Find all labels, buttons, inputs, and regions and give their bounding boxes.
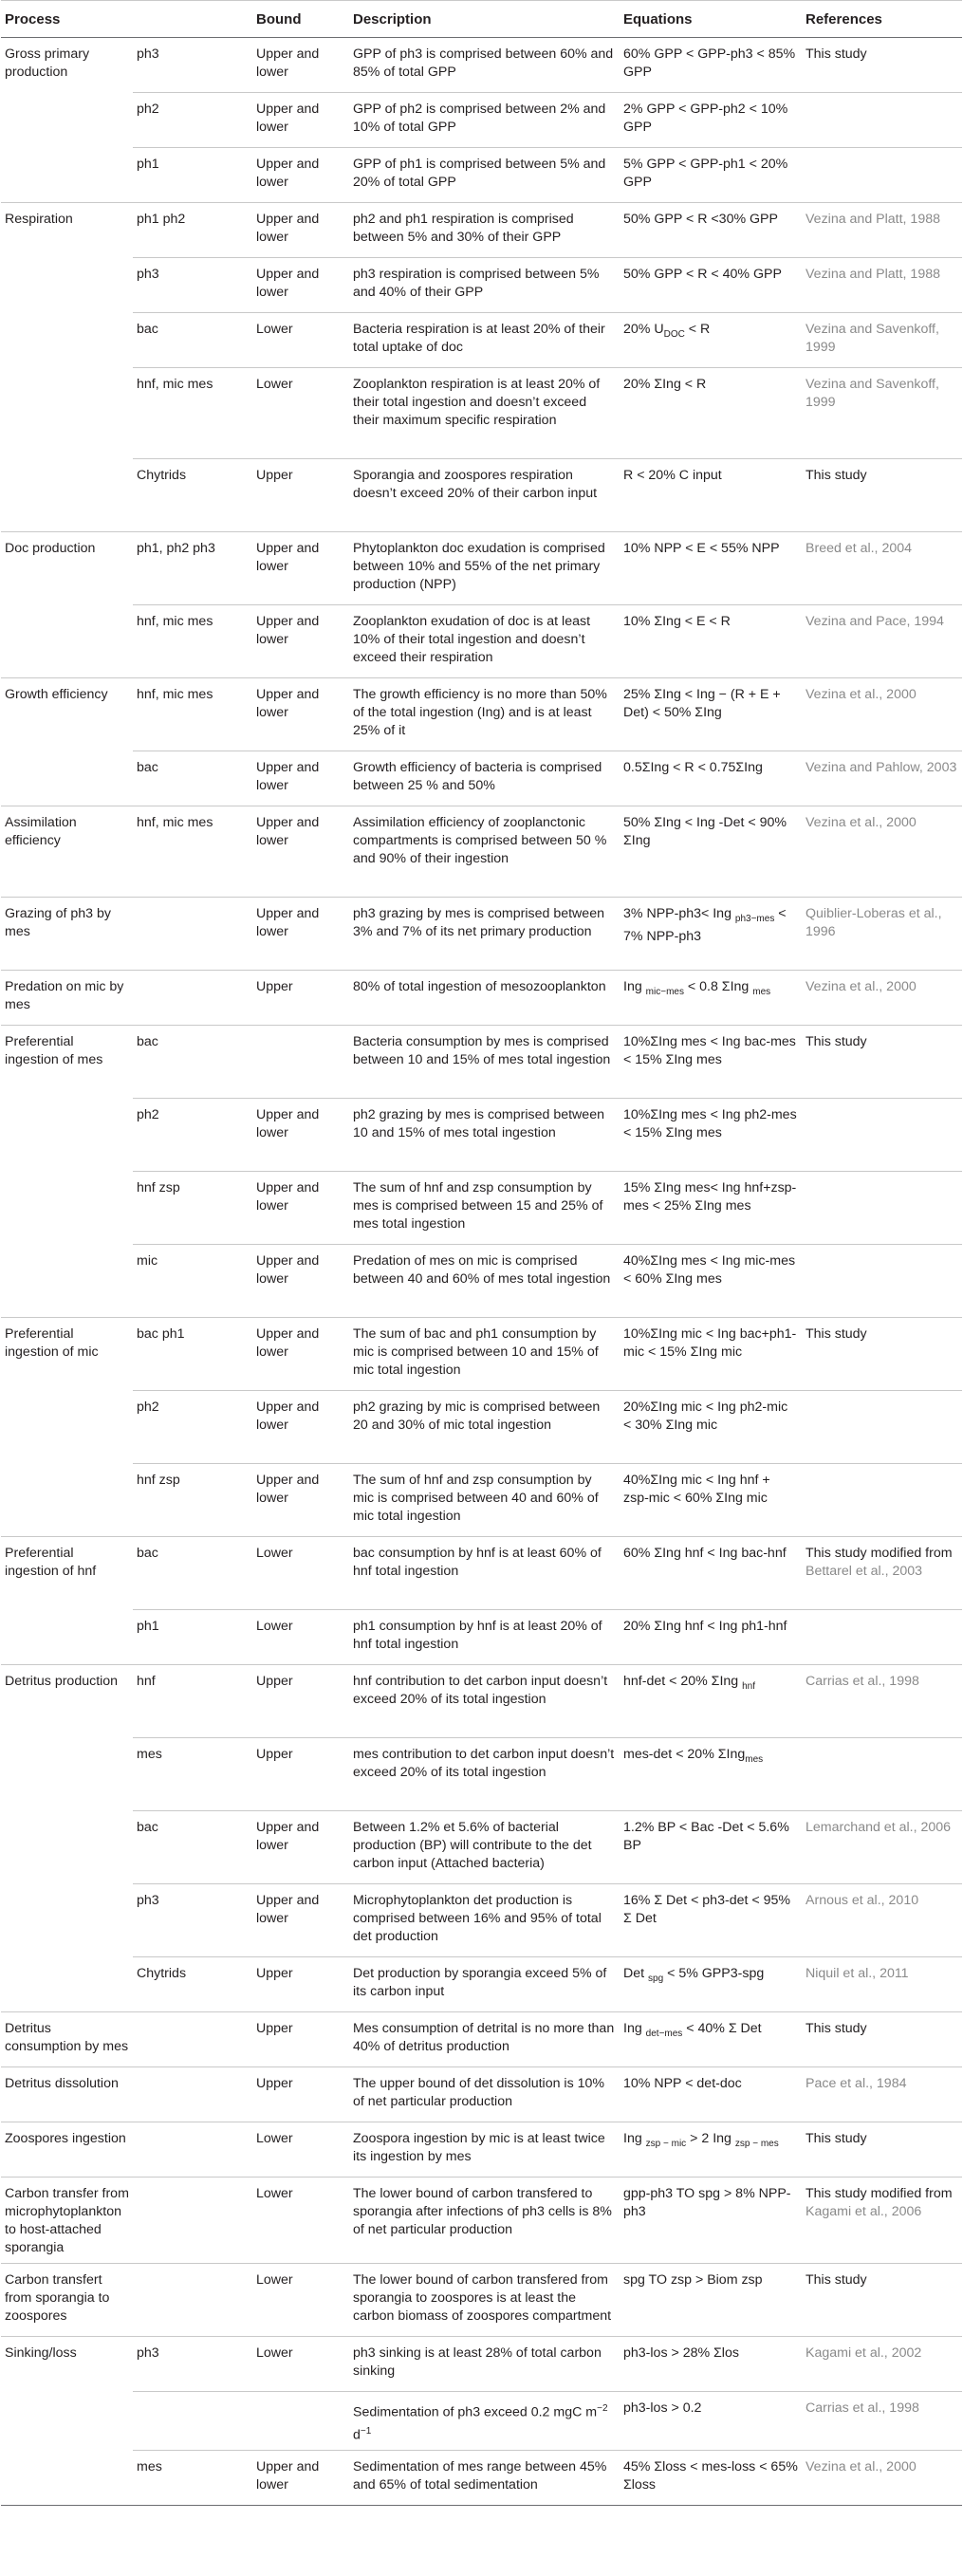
reference-cell: Vezina and Platt, 1988 bbox=[802, 203, 962, 258]
description-cell: ph3 respiration is comprised between 5% and 40% of their GPP bbox=[349, 258, 620, 313]
table-row bbox=[1, 1665, 962, 1738]
bound-cell: Upper and lower bbox=[252, 898, 349, 971]
equation-cell: 40%ΣIng mes < Ing mic-mes < 60% ΣIng mes bbox=[620, 1245, 802, 1318]
bound-cell: Upper and lower bbox=[252, 1099, 349, 1172]
process-cell bbox=[1, 93, 133, 148]
header-references: References bbox=[802, 1, 962, 38]
compartment-cell bbox=[133, 2264, 252, 2337]
equation-cell: 25% ΣIng < Ing − (R + E + Det) < 50% ΣIng bbox=[620, 678, 802, 751]
description-cell: The lower bound of carbon transfered from sporangia to zoospores is at least the carbon biomass of zoospores compartment bbox=[349, 2264, 620, 2337]
equation-cell: 20% ΣIng hnf < Ing ph1-hnf bbox=[620, 1610, 802, 1665]
process-cell bbox=[1, 2451, 133, 2506]
process-cell bbox=[1, 605, 133, 678]
compartment-cell: mic bbox=[133, 1245, 252, 1318]
compartment-cell: bac bbox=[133, 1026, 252, 1099]
compartment-cell bbox=[133, 898, 252, 971]
table-row bbox=[1, 605, 962, 678]
reference-cell: This study bbox=[802, 2264, 962, 2337]
table-row bbox=[1, 2451, 962, 2506]
table-row bbox=[1, 1099, 962, 1172]
reference-cell bbox=[802, 1172, 962, 1245]
reference-cell: This study bbox=[802, 459, 962, 532]
reference-cell: Vezina et al., 2000 bbox=[802, 678, 962, 751]
description-cell: The sum of hnf and zsp consumption by mic is comprised between 40 and 60% of mic total ingestion bbox=[349, 1464, 620, 1537]
description-cell: The upper bound of det dissolution is 10% of net particular production bbox=[349, 2067, 620, 2122]
table-row bbox=[1, 751, 962, 806]
table-row bbox=[1, 1537, 962, 1610]
bound-cell: Upper and lower bbox=[252, 1884, 349, 1957]
bound-cell: Upper and lower bbox=[252, 751, 349, 806]
compartment-cell: hnf, mic mes bbox=[133, 368, 252, 459]
header-compartment bbox=[133, 1, 252, 38]
description-cell: GPP of ph3 is comprised between 60% and 85% of total GPP bbox=[349, 38, 620, 93]
process-cell: Zoospores ingestion bbox=[1, 2122, 133, 2178]
process-cell: Respiration bbox=[5, 212, 73, 227]
process-cell bbox=[1, 459, 133, 532]
process-cell bbox=[1, 1738, 133, 1811]
compartment-cell: ph3 bbox=[133, 38, 252, 93]
process-cell bbox=[1, 1884, 133, 1957]
equation-cell: 1.2% BP < Bac -Det < 5.6% BP bbox=[620, 1811, 802, 1884]
compartment-cell: Chytrids bbox=[133, 1957, 252, 2012]
compartment-cell: mes bbox=[133, 1738, 252, 1811]
table-row bbox=[1, 1172, 962, 1245]
reference-cell: This study bbox=[802, 1318, 962, 1391]
equation-cell: 40%ΣIng mic < Ing hnf + zsp-mic < 60% ΣIng mic bbox=[620, 1464, 802, 1537]
description-cell: hnf contribution to det carbon input doesn’t exceed 20% of its total ingestion bbox=[349, 1665, 620, 1738]
table-row bbox=[1, 93, 962, 148]
description-cell: ph3 sinking is at least 28% of total carbon sinking bbox=[349, 2337, 620, 2392]
description-cell: Det production by sporangia exceed 5% of its carbon input bbox=[349, 1957, 620, 2012]
process-cell bbox=[1, 1099, 133, 1172]
compartment-cell: bac bbox=[133, 751, 252, 806]
compartment-cell bbox=[133, 2178, 252, 2264]
process-cell: Detritus production bbox=[5, 1674, 119, 1689]
reference-cell: Vezina et al., 2000 bbox=[802, 806, 962, 898]
compartment-cell: hnf zsp bbox=[133, 1172, 252, 1245]
equation-cell: Ing $_{zsp - mic}$ > 2 Ing $_{zsp - mes}$ bbox=[620, 2122, 802, 2178]
bound-cell: Lower bbox=[252, 2122, 349, 2178]
reference-cell bbox=[802, 1245, 962, 1318]
equation-cell: 15% ΣIng mes< Ing hnf+zsp-mes < 25% ΣIng mes bbox=[620, 1172, 802, 1245]
equation-cell: ph3-los > 0.2 bbox=[620, 2392, 802, 2451]
bound-cell: Upper and lower bbox=[252, 93, 349, 148]
reference-cell bbox=[802, 1464, 962, 1537]
constraints-table bbox=[1, 0, 962, 2506]
process-cell: Assimilation efficiency bbox=[1, 806, 133, 898]
table-row bbox=[1, 2264, 962, 2337]
bound-cell: Upper and lower bbox=[252, 1245, 349, 1318]
table-row bbox=[1, 2122, 962, 2178]
process-cell: Detritus consumption by mes bbox=[1, 2012, 133, 2067]
compartment-cell: ph2 bbox=[133, 93, 252, 148]
reference-cell: Vezina and Platt, 1988 bbox=[802, 258, 962, 313]
equation-cell: 60% GPP < GPP-ph3 < 85% GPP bbox=[620, 38, 802, 93]
bound-cell: Upper and lower bbox=[252, 258, 349, 313]
description-cell: Zoospora ingestion by mic is at least twice its ingestion by mes bbox=[349, 2122, 620, 2178]
compartment-cell: ph1, ph2 ph3 bbox=[133, 532, 252, 605]
reference-cell: Vezina and Pace, 1994 bbox=[802, 605, 962, 678]
compartment-cell bbox=[133, 2012, 252, 2067]
table-row bbox=[1, 1957, 962, 2012]
table-row bbox=[1, 313, 962, 368]
equation-cell: Ing $_{det-mes}$ < 40% Σ Det bbox=[620, 2012, 802, 2067]
reference-cell bbox=[802, 93, 962, 148]
equation-cell: hnf-det < 20% ΣIng $_{hnf}$ bbox=[620, 1665, 802, 1738]
process-cell bbox=[1, 258, 133, 313]
equation-cell: 3% NPP-ph3< Ing $_{ph3-mes}$ < 7% NPP-ph3 bbox=[620, 898, 802, 971]
table-row bbox=[1, 2178, 962, 2264]
table-row bbox=[1, 1026, 962, 1099]
bound-cell: Upper and lower bbox=[252, 1464, 349, 1537]
process-cell bbox=[1, 1391, 133, 1464]
description-cell: Predation of mes on mic is comprised between 40 and 60% of mes total ingestion bbox=[349, 1245, 620, 1318]
reference-cell: This study modified from Kagami et al., 2006 bbox=[802, 2178, 962, 2264]
equation-cell: 2% GPP < GPP-ph2 < 10% GPP bbox=[620, 93, 802, 148]
table-row bbox=[1, 148, 962, 203]
compartment-cell: hnf, mic mes bbox=[133, 605, 252, 678]
equation-cell: 5% GPP < GPP-ph1 < 20% GPP bbox=[620, 148, 802, 203]
table-row bbox=[1, 203, 962, 258]
compartment-cell: bac ph1 bbox=[133, 1318, 252, 1391]
process-cell: Predation on mic by mes bbox=[1, 971, 133, 1026]
table-row bbox=[1, 2392, 962, 2451]
description-cell: The sum of bac and ph1 consumption by mic is comprised between 10 and 15% of mic total ingestion bbox=[349, 1318, 620, 1391]
reference-cell bbox=[802, 1610, 962, 1665]
bound-cell: Upper and lower bbox=[252, 532, 349, 605]
compartment-cell: ph3 bbox=[133, 258, 252, 313]
equation-cell: gpp-ph3 TO spg > 8% NPP-ph3 bbox=[620, 2178, 802, 2264]
reference-cell: Quiblier-Loberas et al., 1996 bbox=[802, 898, 962, 971]
table-row bbox=[1, 898, 962, 971]
description-cell: Assimilation efficiency of zooplanctonic compartments is comprised between 50 % and 90% of their ingestion bbox=[349, 806, 620, 898]
equation-cell: 60% ΣIng hnf < Ing bac-hnf bbox=[620, 1537, 802, 1610]
reference-cell: Niquil et al., 2011 bbox=[802, 1957, 962, 2012]
description-cell: Sedimentation of mes range between 45% and 65% of total sedimentation bbox=[349, 2451, 620, 2506]
compartment-cell: ph1 ph2 bbox=[133, 203, 252, 258]
reference-cell: This study bbox=[802, 2012, 962, 2067]
header-equations: Equations bbox=[620, 1, 802, 38]
description-cell: Sporangia and zoospores respiration doesn’t exceed 20% of their carbon input bbox=[349, 459, 620, 532]
bound-cell: Upper bbox=[252, 2012, 349, 2067]
process-cell: Carbon transfer from microphytoplankton to host-attached sporangia bbox=[1, 2178, 133, 2264]
process-cell: Growth efficiency bbox=[5, 687, 108, 702]
reference-cell bbox=[802, 148, 962, 203]
compartment-cell bbox=[133, 2067, 252, 2122]
compartment-cell: hnf, mic mes bbox=[133, 806, 252, 898]
reference-cell: Pace et al., 1984 bbox=[802, 2067, 962, 2122]
table-row bbox=[1, 1464, 962, 1537]
bound-cell: Upper and lower bbox=[252, 605, 349, 678]
equation-cell: spg TO zsp > Biom zsp bbox=[620, 2264, 802, 2337]
equation-cell: Ing $_{mic-mes}$ < 0.8 ΣIng $_{mes}$ bbox=[620, 971, 802, 1026]
table-row bbox=[1, 532, 962, 605]
bound-cell: Upper and lower bbox=[252, 2451, 349, 2506]
bound-cell: Lower bbox=[252, 313, 349, 368]
process-cell: Carbon transfert from sporangia to zoospores bbox=[1, 2264, 133, 2337]
description-cell: Bacteria consumption by mes is comprised between 10 and 15% of mes total ingestion bbox=[349, 1026, 620, 1099]
bound-cell: Upper and lower bbox=[252, 148, 349, 203]
reference-cell: Vezina and Pahlow, 2003 bbox=[802, 751, 962, 806]
bound-cell: Upper bbox=[252, 1738, 349, 1811]
process-cell: Detritus dissolution bbox=[1, 2067, 133, 2122]
compartment-cell: bac bbox=[133, 313, 252, 368]
equation-cell: 10% NPP < E < 55% NPP bbox=[620, 532, 802, 605]
bound-cell: Upper and lower bbox=[252, 1172, 349, 1245]
bound-cell: Upper bbox=[252, 459, 349, 532]
reference-cell: Vezina and Savenkoff, 1999 bbox=[802, 368, 962, 459]
bound-cell bbox=[252, 2392, 349, 2451]
reference-cell: Vezina et al., 2000 bbox=[802, 971, 962, 1026]
equation-cell: 50% ΣIng < Ing -Det < 90% ΣIng bbox=[620, 806, 802, 898]
compartment-cell: bac bbox=[133, 1537, 252, 1610]
description-cell: The lower bound of carbon transfered to sporangia after infections of ph3 cells is 8% of net particular production bbox=[349, 2178, 620, 2264]
compartment-cell: mes bbox=[133, 2451, 252, 2506]
description-cell: Growth efficiency of bacteria is comprised between 25 % and 50% bbox=[349, 751, 620, 806]
table-row bbox=[1, 2067, 962, 2122]
equation-cell: ph3-los > 28% Σlos bbox=[620, 2337, 802, 2392]
description-cell: Sedimentation of ph3 exceed 0.2 mgC $m^{-2}$ $d^{-1}$ bbox=[349, 2392, 620, 2451]
process-cell: Sinking/loss bbox=[5, 2345, 77, 2361]
bound-cell: Upper and lower bbox=[252, 38, 349, 93]
description-cell: GPP of ph2 is comprised between 2% and 10% of total GPP bbox=[349, 93, 620, 148]
table-body bbox=[1, 38, 962, 2506]
process-cell bbox=[1, 1464, 133, 1537]
equation-cell: mes-det < 20% ΣIng$_{mes}$ bbox=[620, 1738, 802, 1811]
description-cell: The sum of hnf and zsp consumption by mes is comprised between 15 and 25% of mes total ingestion bbox=[349, 1172, 620, 1245]
bound-cell: Lower bbox=[252, 1537, 349, 1610]
bound-cell: Upper and lower bbox=[252, 1391, 349, 1464]
process-cell bbox=[1, 1811, 133, 1884]
table-row bbox=[1, 678, 962, 751]
compartment-cell: bac bbox=[133, 1811, 252, 1884]
reference-cell: Carrias et al., 1998 bbox=[802, 1665, 962, 1738]
table-row bbox=[1, 38, 962, 93]
bound-cell: Upper and lower bbox=[252, 203, 349, 258]
process-cell: Gross primary production bbox=[5, 46, 90, 80]
equation-cell: 16% Σ Det < ph3-det < 95% Σ Det bbox=[620, 1884, 802, 1957]
equation-cell: R < 20% C input bbox=[620, 459, 802, 532]
reference-cell: This study modified from Bettarel et al., 2003 bbox=[802, 1537, 962, 1610]
equation-cell: 50% GPP < R < 40% GPP bbox=[620, 258, 802, 313]
description-cell: ph1 consumption by hnf is at least 20% of hnf total ingestion bbox=[349, 1610, 620, 1665]
description-cell: ph2 and ph1 respiration is comprised between 5% and 30% of their GPP bbox=[349, 203, 620, 258]
bound-cell: Lower bbox=[252, 1610, 349, 1665]
compartment-cell: hnf, mic mes bbox=[133, 678, 252, 751]
reference-cell: Carrias et al., 1998 bbox=[802, 2392, 962, 2451]
compartment-cell: hnf zsp bbox=[133, 1464, 252, 1537]
reference-cell bbox=[802, 1391, 962, 1464]
equation-cell: 45% Σloss < mes-loss < 65% Σloss bbox=[620, 2451, 802, 2506]
table-row bbox=[1, 1391, 962, 1464]
description-cell: Bacteria respiration is at least 20% of their total uptake of doc bbox=[349, 313, 620, 368]
bound-cell: Upper and lower bbox=[252, 1811, 349, 1884]
reference-cell: This study bbox=[802, 2122, 962, 2178]
process-cell bbox=[1, 1172, 133, 1245]
process-cell: Preferential ingestion of mes bbox=[5, 1034, 103, 1067]
table-row bbox=[1, 1610, 962, 1665]
table-row bbox=[1, 1245, 962, 1318]
process-cell bbox=[1, 2392, 133, 2451]
reference-cell: Kagami et al., 2002 bbox=[802, 2337, 962, 2392]
process-cell bbox=[1, 1957, 133, 2012]
equation-cell: 20%ΣIng mic < Ing ph2-mic < 30% ΣIng mic bbox=[620, 1391, 802, 1464]
process-cell: Grazing of ph3 by mes bbox=[1, 898, 133, 971]
process-cell bbox=[1, 313, 133, 368]
description-cell: 80% of total ingestion of mesozooplankton bbox=[349, 971, 620, 1026]
process-cell bbox=[1, 148, 133, 203]
description-cell: ph2 grazing by mic is comprised between 20 and 30% of mic total ingestion bbox=[349, 1391, 620, 1464]
process-cell: Preferential ingestion of mic bbox=[5, 1326, 99, 1360]
compartment-cell: ph1 bbox=[133, 148, 252, 203]
process-cell bbox=[1, 751, 133, 806]
description-cell: Between 1.2% et 5.6% of bacterial production (BP) will contribute to the det carbon input (Attached bacteria) bbox=[349, 1811, 620, 1884]
reference-cell: Breed et al., 2004 bbox=[802, 532, 962, 605]
compartment-cell bbox=[133, 2392, 252, 2451]
table-row bbox=[1, 1811, 962, 1884]
bound-cell: Upper and lower bbox=[252, 678, 349, 751]
process-cell bbox=[1, 368, 133, 459]
description-cell: GPP of ph1 is comprised between 5% and 20% of total GPP bbox=[349, 148, 620, 203]
description-cell: ph2 grazing by mes is comprised between 10 and 15% of mes total ingestion bbox=[349, 1099, 620, 1172]
process-cell bbox=[1, 1610, 133, 1665]
bound-cell: Lower bbox=[252, 2178, 349, 2264]
table-row bbox=[1, 1738, 962, 1811]
compartment-cell: ph1 bbox=[133, 1610, 252, 1665]
reference-cell: Arnous et al., 2010 bbox=[802, 1884, 962, 1957]
header-row bbox=[1, 1, 962, 38]
bound-cell: Lower bbox=[252, 2337, 349, 2392]
compartment-cell: ph2 bbox=[133, 1391, 252, 1464]
table-row bbox=[1, 2337, 962, 2392]
description-cell: ph3 grazing by mes is comprised between 3% and 7% of its net primary production bbox=[349, 898, 620, 971]
header-process: Process bbox=[1, 1, 133, 38]
reference-cell: This study bbox=[802, 38, 962, 93]
description-cell: Mes consumption of detrital is no more than 40% of detritus production bbox=[349, 2012, 620, 2067]
bound-cell: Upper bbox=[252, 2067, 349, 2122]
description-cell: Phytoplankton doc exudation is comprised between 10% and 55% of the net primary production (NPP) bbox=[349, 532, 620, 605]
equation-cell: 50% GPP < R <30% GPP bbox=[620, 203, 802, 258]
process-cell: Preferential ingestion of hnf bbox=[5, 1546, 97, 1579]
process-cell bbox=[1, 1245, 133, 1318]
equation-cell: 10%ΣIng mes < Ing ph2-mes < 15% ΣIng mes bbox=[620, 1099, 802, 1172]
table-row bbox=[1, 1884, 962, 1957]
compartment-cell: hnf bbox=[133, 1665, 252, 1738]
reference-cell bbox=[802, 1738, 962, 1811]
reference-cell bbox=[802, 1099, 962, 1172]
table-row bbox=[1, 2012, 962, 2067]
description-cell: bac consumption by hnf is at least 60% of hnf total ingestion bbox=[349, 1537, 620, 1610]
bound-cell bbox=[252, 1026, 349, 1099]
equation-cell: 10%ΣIng mes < Ing bac-mes < 15% ΣIng mes bbox=[620, 1026, 802, 1099]
equation-cell: 10%ΣIng mic < Ing bac+ph1-mic < 15% ΣIng mic bbox=[620, 1318, 802, 1391]
description-cell: Zooplankton respiration is at least 20% of their total ingestion and doesn’t exceed their maximum specific respiration bbox=[349, 368, 620, 459]
table-row bbox=[1, 971, 962, 1026]
equation-cell: 10% NPP < det-doc bbox=[620, 2067, 802, 2122]
bound-cell: Upper and lower bbox=[252, 1318, 349, 1391]
compartment-cell: ph3 bbox=[133, 2337, 252, 2392]
description-cell: mes contribution to det carbon input doesn’t exceed 20% of its total ingestion bbox=[349, 1738, 620, 1811]
description-cell: The growth efficiency is no more than 50% of the total ingestion (Ing) and is at least 25% of it bbox=[349, 678, 620, 751]
compartment-cell bbox=[133, 971, 252, 1026]
compartment-cell bbox=[133, 2122, 252, 2178]
description-cell: Microphytoplankton det production is comprised between 16% and 95% of total det production bbox=[349, 1884, 620, 1957]
bound-cell: Lower bbox=[252, 2264, 349, 2337]
compartment-cell: ph2 bbox=[133, 1099, 252, 1172]
reference-cell: Lemarchand et al., 2006 bbox=[802, 1811, 962, 1884]
equation-cell: 20% ΣIng < R bbox=[620, 368, 802, 459]
bound-cell: Upper bbox=[252, 1665, 349, 1738]
bound-cell: Upper bbox=[252, 971, 349, 1026]
reference-cell: This study bbox=[802, 1026, 962, 1099]
reference-cell: Vezina et al., 2000 bbox=[802, 2451, 962, 2506]
reference-cell: Vezina and Savenkoff, 1999 bbox=[802, 313, 962, 368]
equation-cell: 10% ΣIng < E < R bbox=[620, 605, 802, 678]
table-row bbox=[1, 459, 962, 532]
description-cell: Zooplankton exudation of doc is at least 10% of their total ingestion and doesn’t exceed their respiration bbox=[349, 605, 620, 678]
equation-cell: 0.5ΣIng < R < 0.75ΣIng bbox=[620, 751, 802, 806]
bound-cell: Upper bbox=[252, 1957, 349, 2012]
equation-cell: 20% $U_{DOC} < R$ bbox=[620, 313, 802, 368]
bound-cell: Upper and lower bbox=[252, 806, 349, 898]
table-row bbox=[1, 806, 962, 898]
compartment-cell: Chytrids bbox=[133, 459, 252, 532]
table-row bbox=[1, 258, 962, 313]
process-cell: Doc production bbox=[5, 541, 96, 556]
compartment-cell: ph3 bbox=[133, 1884, 252, 1957]
equation-cell: Det $_{spg}$ < 5% GPP3-spg bbox=[620, 1957, 802, 2012]
table-row bbox=[1, 368, 962, 459]
table-row bbox=[1, 1318, 962, 1391]
bound-cell: Lower bbox=[252, 368, 349, 459]
header-description: Description bbox=[349, 1, 620, 38]
header-bound: Bound bbox=[252, 1, 349, 38]
